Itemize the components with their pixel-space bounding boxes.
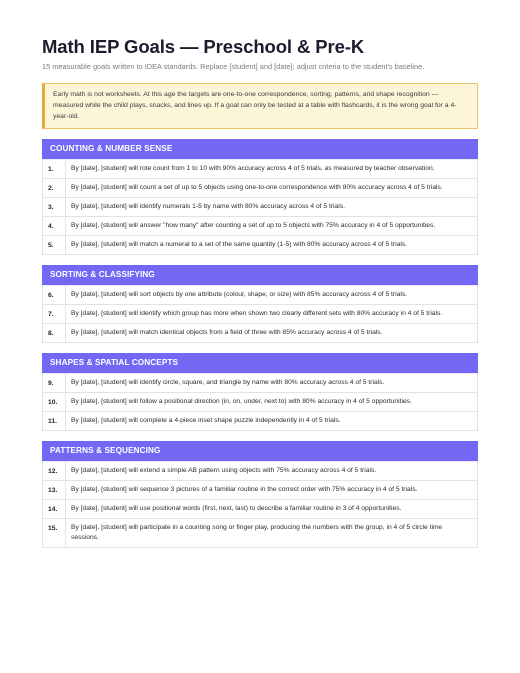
goal-number: 1. [43, 160, 66, 178]
goal-row [43, 393, 477, 412]
goal-list [42, 159, 478, 255]
goal-row [43, 373, 477, 393]
goal-row [43, 481, 477, 500]
goal-number: 7. [43, 305, 66, 323]
goal-section [42, 353, 478, 431]
goal-row [43, 519, 477, 548]
goal-number: 10. [43, 393, 66, 411]
goal-text: By [date], [student] will rote count from 1 to 10 with 90% accuracy across 4 of 5 trials, as measured by teacher observation. [71, 165, 435, 172]
goal-text: By [date], [student] will identify numerals 1-5 by name with 80% accuracy across 4 of 5 trials. [71, 203, 345, 210]
goal-text: By [date], [student] will sort objects by one attribute (colour, shape, or size) with 85% accuracy across 4 of 5 trials. [71, 291, 408, 298]
goal-text: By [date], [student] will identify circle, square, and triangle by name with 80% accuracy across 4 of 5 trials. [71, 379, 385, 386]
section-heading: SHAPES & SPATIAL CONCEPTS [42, 353, 478, 373]
goal-text: By [date], [student] will identify which group has more when shown two clearly different sets with 80% accuracy in 4 of 5 trials. [71, 310, 443, 317]
goal-section [42, 265, 478, 343]
section-heading: SORTING & CLASSIFYING [42, 265, 478, 285]
goal-section [42, 139, 478, 255]
goal-number: 12. [43, 462, 66, 480]
goal-number: 8. [43, 324, 66, 342]
goal-row [43, 412, 477, 431]
page-title: Math IEP Goals — Preschool & Pre-K [42, 36, 365, 57]
goal-text: By [date], [student] will match identical objects from a field of three with 85% accuracy across 4 of 5 trials. [71, 329, 383, 336]
goal-number: 5. [43, 236, 66, 254]
goal-row [43, 305, 477, 324]
goal-text: By [date], [student] will extend a simple AB pattern using objects with 75% accuracy across 4 of 5 trials. [71, 467, 377, 474]
goal-number: 3. [43, 198, 66, 216]
goal-row [43, 198, 477, 217]
callout-note: Early math is not worksheets. At this age the targets are one-to-one correspondence, sorting, patterns, and shape recognition — measured while the child plays, snacks, and lines up. If a goal can only be tested at a table with flashcards, it is the wrong goal for a 4-year-old. [42, 83, 478, 129]
goal-text: By [date], [student] will count a set of up to 5 objects using one-to-one correspondence with 80% accuracy across 4 of 5 trials. [71, 184, 443, 191]
goal-number: 4. [43, 217, 66, 235]
goal-section [42, 441, 478, 548]
section-heading: COUNTING & NUMBER SENSE [42, 139, 478, 159]
section-heading: PATTERNS & SEQUENCING [42, 441, 478, 461]
goal-row [43, 179, 477, 198]
goal-row [43, 285, 477, 305]
goal-row [43, 324, 477, 343]
goal-text: By [date], [student] will answer "how many" after counting a set of up to 5 objects with 75% accuracy in 4 of 5 opportunities. [71, 222, 436, 229]
goal-number: 9. [43, 374, 66, 392]
goal-text: By [date], [student] will participate in a counting song or finger play, producing the numbers with the group, in 4 of 5 circle time sessions. [71, 524, 443, 541]
goal-number: 15. [43, 519, 66, 547]
goal-row [43, 159, 477, 179]
goal-sections [42, 139, 478, 548]
goal-row [43, 217, 477, 236]
goal-text: By [date], [student] will follow a positional direction (in, on, under, next to) with 80% accuracy in 4 of 5 opportunities. [71, 398, 412, 405]
goal-row [43, 500, 477, 519]
goal-text: By [date], [student] will sequence 3 pictures of a familiar routine in the correct order with 75% accuracy in 4 of 5 trials. [71, 486, 418, 493]
goal-text: By [date], [student] will match a numeral to a set of the same quantity (1-5) with 80% accuracy across 4 of 5 trials. [71, 241, 408, 248]
goal-number: 2. [43, 179, 66, 197]
goal-row [43, 236, 477, 255]
document-page [42, 36, 478, 548]
goal-list [42, 285, 478, 343]
goal-text: By [date], [student] will use positional words (first, next, last) to describe a familiar routine in 3 of 4 opportunities. [71, 505, 402, 512]
goal-row [43, 461, 477, 481]
goal-number: 11. [43, 412, 66, 430]
goal-list [42, 461, 478, 548]
goal-list [42, 373, 478, 431]
goal-number: 6. [43, 286, 66, 304]
goal-text: By [date], [student] will complete a 4-piece inset shape puzzle independently in 4 of 5 trials. [71, 417, 341, 424]
goal-number: 13. [43, 481, 66, 499]
goal-number: 14. [43, 500, 66, 518]
page-subtitle: 15 measurable goals written to IDEA standards. Replace [student] and [date]; adjust criteria to the student's baseline. [42, 62, 425, 71]
